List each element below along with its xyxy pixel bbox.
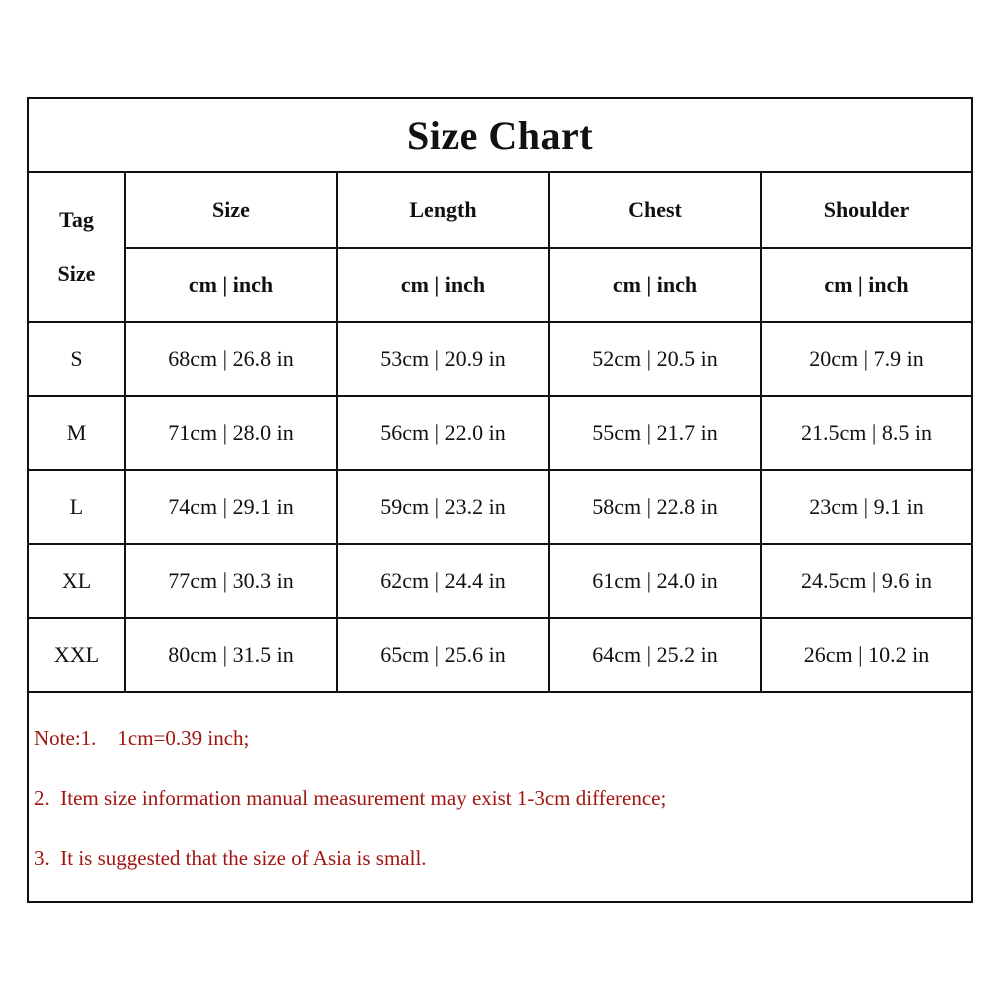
tag-cell: S [29,322,125,396]
length-cell: 56cm | 22.0 in [337,396,549,470]
size-cell: 74cm | 29.1 in [125,470,337,544]
chest-cell: 64cm | 25.2 in [549,618,761,692]
table-row [29,544,971,618]
notes-section [29,696,971,901]
length-cell: 53cm | 20.9 in [337,322,549,396]
length-cell: 65cm | 25.6 in [337,618,549,692]
unit-label-length: cm | inch [337,248,549,322]
column-header-size: Size [125,173,337,248]
tag-cell: XL [29,544,125,618]
tag-size-line1: Tag [59,207,94,232]
tag-size-header [29,173,125,322]
chest-cell: 61cm | 24.0 in [549,544,761,618]
tag-cell: XXL [29,618,125,692]
size-cell: 71cm | 28.0 in [125,396,337,470]
shoulder-cell: 23cm | 9.1 in [761,470,971,544]
unit-label-size: cm | inch [125,248,337,322]
chest-cell: 52cm | 20.5 in [549,322,761,396]
tag-cell: L [29,470,125,544]
chest-cell: 58cm | 22.8 in [549,470,761,544]
shoulder-cell: 24.5cm | 9.6 in [761,544,971,618]
note-1: Note:1. 1cm=0.39 inch; [34,726,250,750]
size-chart [27,97,973,903]
note-2: 2. Item size information manual measurement may exist 1-3cm difference; [34,786,667,810]
header-row [29,173,971,248]
chart-title: Size Chart [29,99,971,173]
shoulder-cell: 20cm | 7.9 in [761,322,971,396]
unit-label-chest: cm | inch [549,248,761,322]
table-row [29,470,971,544]
size-cell: 77cm | 30.3 in [125,544,337,618]
table-row [29,322,971,396]
column-header-length: Length [337,173,549,248]
note-3: 3. It is suggested that the size of Asia is small. [34,846,427,870]
size-table [29,173,971,693]
size-cell: 68cm | 26.8 in [125,322,337,396]
tag-size-line2: Size [57,261,96,286]
tag-cell: M [29,396,125,470]
unit-row [29,248,971,322]
shoulder-cell: 21.5cm | 8.5 in [761,396,971,470]
chest-cell: 55cm | 21.7 in [549,396,761,470]
table-row [29,618,971,692]
column-header-shoulder: Shoulder [761,173,971,248]
column-header-chest: Chest [549,173,761,248]
length-cell: 59cm | 23.2 in [337,470,549,544]
size-cell: 80cm | 31.5 in [125,618,337,692]
table-row [29,396,971,470]
shoulder-cell: 26cm | 10.2 in [761,618,971,692]
unit-label-shoulder: cm | inch [761,248,971,322]
length-cell: 62cm | 24.4 in [337,544,549,618]
